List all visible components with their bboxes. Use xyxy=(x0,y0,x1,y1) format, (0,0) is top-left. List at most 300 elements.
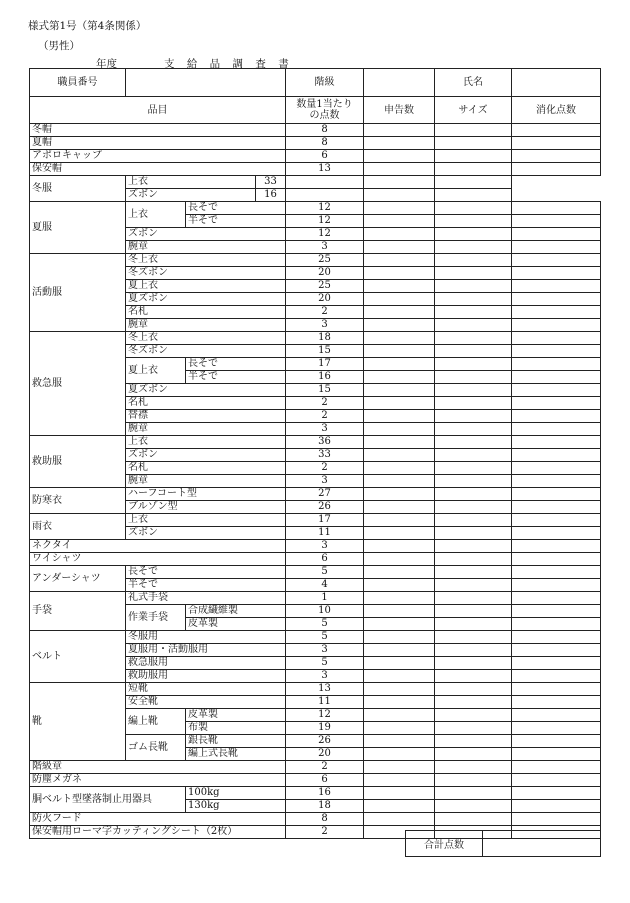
size-field[interactable] xyxy=(435,670,512,683)
declared-count-field[interactable] xyxy=(364,787,435,800)
points-cell: 5 xyxy=(286,657,364,670)
consumed-points-field[interactable] xyxy=(512,475,601,488)
size-field[interactable] xyxy=(435,280,512,293)
declared-count-field[interactable] xyxy=(364,475,435,488)
points-cell: 5 xyxy=(286,618,364,631)
consumed-points-field[interactable] xyxy=(512,618,601,631)
size-field[interactable] xyxy=(435,748,512,761)
size-field[interactable] xyxy=(435,241,512,254)
points-cell: 3 xyxy=(286,670,364,683)
points-cell: 13 xyxy=(286,683,364,696)
total-points-label: 合計点数 xyxy=(406,831,483,857)
declared-count-field[interactable] xyxy=(364,579,435,592)
item-subcategory: 名札 xyxy=(126,462,286,475)
item-subcategory: ズボン xyxy=(126,527,286,540)
item-subcategory: 救急服用 xyxy=(126,657,286,670)
declared-count-field[interactable] xyxy=(364,371,435,384)
size-field[interactable] xyxy=(435,657,512,670)
consumed-points-field[interactable] xyxy=(512,748,601,761)
declared-count-field[interactable] xyxy=(364,150,435,163)
size-field[interactable] xyxy=(435,774,512,787)
consumed-points-field[interactable] xyxy=(512,553,601,566)
item-category: ワイシャツ xyxy=(30,553,286,566)
points-cell: 4 xyxy=(286,579,364,592)
consumed-points-field[interactable] xyxy=(512,137,601,150)
item-subcategory: 腕章 xyxy=(126,319,286,332)
item-detail: 100kg xyxy=(186,787,286,800)
item-category: 夏服 xyxy=(30,202,126,254)
item-subcategory: 夏ズボン xyxy=(126,384,286,397)
size-field[interactable] xyxy=(435,488,512,501)
item-subcategory: 救助服用 xyxy=(126,670,286,683)
header-row-columns xyxy=(30,97,601,124)
consumed-points-field[interactable] xyxy=(512,358,601,371)
size-field[interactable] xyxy=(435,709,512,722)
item-category: アポロキャップ xyxy=(30,150,286,163)
declared-count-field[interactable] xyxy=(364,813,435,826)
points-cell: 10 xyxy=(286,605,364,618)
consumed-points-field[interactable] xyxy=(512,605,601,618)
size-field[interactable] xyxy=(435,800,512,813)
consumed-points-field[interactable] xyxy=(512,371,601,384)
item-detail: 長そで xyxy=(186,202,286,215)
points-cell: 36 xyxy=(286,436,364,449)
size-field[interactable] xyxy=(435,150,512,163)
declared-count-field[interactable] xyxy=(364,384,435,397)
size-field[interactable] xyxy=(435,761,512,774)
size-field[interactable] xyxy=(364,189,435,202)
consumed-points-field[interactable] xyxy=(512,228,601,241)
declared-count-field[interactable] xyxy=(364,410,435,423)
points-cell: 6 xyxy=(286,150,364,163)
item-subcategory: 名札 xyxy=(126,306,286,319)
declared-count-field[interactable] xyxy=(364,358,435,371)
item-subcategory: ブルゾン型 xyxy=(126,501,286,514)
table-row xyxy=(30,566,601,579)
declared-count-field[interactable] xyxy=(364,540,435,553)
table-row xyxy=(30,488,601,501)
consumed-points-field[interactable] xyxy=(512,800,601,813)
size-field[interactable] xyxy=(435,228,512,241)
item-subcategory: ズボン xyxy=(126,228,286,241)
consumed-points-field[interactable] xyxy=(512,540,601,553)
consumed-points-field[interactable] xyxy=(512,267,601,280)
table-row xyxy=(30,540,601,553)
size-field[interactable] xyxy=(435,787,512,800)
item-subcategory: 腕章 xyxy=(126,475,286,488)
year-label: 年度 xyxy=(96,58,117,70)
declared-count-field[interactable] xyxy=(364,137,435,150)
points-cell: 8 xyxy=(286,137,364,150)
points-cell: 12 xyxy=(286,202,364,215)
declared-count-field[interactable] xyxy=(364,670,435,683)
size-field[interactable] xyxy=(435,514,512,527)
item-subcategory: 安全靴 xyxy=(126,696,286,709)
points-cell: 8 xyxy=(286,124,364,137)
points-cell: 16 xyxy=(286,371,364,384)
points-cell: 12 xyxy=(286,709,364,722)
consumed-points-field[interactable] xyxy=(512,150,601,163)
declared-count-field[interactable] xyxy=(364,228,435,241)
consumed-points-field[interactable] xyxy=(512,280,601,293)
table-row xyxy=(30,813,601,826)
consumed-points-field[interactable] xyxy=(512,423,601,436)
size-field[interactable] xyxy=(435,345,512,358)
points-cell: 25 xyxy=(286,280,364,293)
table-row xyxy=(30,553,601,566)
item-subcategory: 冬上衣 xyxy=(126,254,286,267)
points-cell: 33 xyxy=(256,176,286,189)
points-cell: 26 xyxy=(286,501,364,514)
item-category: 防寒衣 xyxy=(30,488,126,514)
table-row xyxy=(30,774,601,787)
size-field[interactable] xyxy=(435,423,512,436)
declared-count-field[interactable] xyxy=(364,345,435,358)
points-cell: 3 xyxy=(286,644,364,657)
size-field[interactable] xyxy=(435,696,512,709)
item-detail: 編上式長靴 xyxy=(186,748,286,761)
declared-count-field[interactable] xyxy=(364,748,435,761)
consumed-points-field[interactable] xyxy=(512,813,601,826)
points-cell: 17 xyxy=(286,358,364,371)
declared-count-field[interactable] xyxy=(364,449,435,462)
item-category: 夏帽 xyxy=(30,137,286,150)
table-row xyxy=(30,787,601,800)
points-cell: 8 xyxy=(286,813,364,826)
consumed-points-field[interactable] xyxy=(512,527,601,540)
size-field[interactable] xyxy=(435,618,512,631)
declared-count-field[interactable] xyxy=(364,423,435,436)
table-row xyxy=(30,761,601,774)
rank-label: 階級 xyxy=(286,69,364,97)
consumed-points-field[interactable] xyxy=(512,787,601,800)
item-category: 防火フード xyxy=(30,813,286,826)
consumed-points-field[interactable] xyxy=(512,761,601,774)
size-field[interactable] xyxy=(435,579,512,592)
declared-count-field[interactable] xyxy=(364,293,435,306)
declared-count-field[interactable] xyxy=(364,644,435,657)
declared-count-field[interactable] xyxy=(364,501,435,514)
item-subcategory: 夏上衣 xyxy=(126,358,186,384)
item-detail: 皮革製 xyxy=(186,709,286,722)
declared-count-field[interactable] xyxy=(364,306,435,319)
item-category: 救急服 xyxy=(30,332,126,436)
size-field[interactable] xyxy=(435,124,512,137)
size-field[interactable] xyxy=(435,306,512,319)
points-header-line1: 数量1当たり xyxy=(296,99,353,110)
size-field[interactable] xyxy=(435,254,512,267)
consumed-points-field[interactable] xyxy=(512,592,601,605)
size-field[interactable] xyxy=(435,397,512,410)
table-row xyxy=(30,137,601,150)
item-subcategory: ズボン xyxy=(126,449,286,462)
item-subcategory: ゴム長靴 xyxy=(126,735,186,761)
item-subcategory: 替襟 xyxy=(126,410,286,423)
item-subcategory: 冬ズボン xyxy=(126,345,286,358)
item-subcategory: ズボン xyxy=(126,189,256,202)
size-field[interactable] xyxy=(435,267,512,280)
consumed-points-field[interactable] xyxy=(512,462,601,475)
points-cell: 15 xyxy=(286,345,364,358)
item-detail: 130kg xyxy=(186,800,286,813)
item-column-header: 品目 xyxy=(30,97,286,124)
staff-number-field[interactable] xyxy=(126,69,286,97)
declared-count-field[interactable] xyxy=(364,488,435,501)
declared-count-field[interactable] xyxy=(364,553,435,566)
name-label: 氏名 xyxy=(435,69,512,97)
declared-count-field[interactable] xyxy=(364,241,435,254)
declared-column-header: 申告数 xyxy=(364,97,435,124)
size-field[interactable] xyxy=(435,293,512,306)
points-cell: 5 xyxy=(286,631,364,644)
declared-count-field[interactable] xyxy=(364,566,435,579)
consumed-points-field[interactable] xyxy=(512,709,601,722)
consumed-points-field[interactable] xyxy=(512,254,601,267)
declared-count-field[interactable] xyxy=(364,709,435,722)
size-field[interactable] xyxy=(435,592,512,605)
size-field[interactable] xyxy=(435,501,512,514)
item-category: 胴ベルト型墜落制止用器具 xyxy=(30,787,186,813)
declared-count-field[interactable] xyxy=(364,722,435,735)
size-field[interactable] xyxy=(435,215,512,228)
declared-count-field[interactable] xyxy=(364,332,435,345)
size-field[interactable] xyxy=(435,163,512,176)
item-category: 活動服 xyxy=(30,254,126,332)
points-cell: 12 xyxy=(286,228,364,241)
item-subcategory: 夏上衣 xyxy=(126,280,286,293)
size-field[interactable] xyxy=(435,722,512,735)
points-cell: 11 xyxy=(286,527,364,540)
points-cell: 2 xyxy=(286,410,364,423)
consumed-points-field[interactable] xyxy=(512,774,601,787)
name-field[interactable] xyxy=(512,69,601,97)
size-field[interactable] xyxy=(435,605,512,618)
size-field[interactable] xyxy=(435,566,512,579)
item-detail: 長そで xyxy=(186,358,286,371)
consumed-points-field[interactable] xyxy=(512,410,601,423)
points-cell: 6 xyxy=(286,553,364,566)
staff-number-label: 職員番号 xyxy=(30,69,126,97)
size-column-header: サイズ xyxy=(435,97,512,124)
size-field[interactable] xyxy=(435,358,512,371)
points-cell: 12 xyxy=(286,215,364,228)
consumed-points-field[interactable] xyxy=(512,501,601,514)
item-category: 手袋 xyxy=(30,592,126,631)
declared-count-field[interactable] xyxy=(364,267,435,280)
consumed-points-field[interactable] xyxy=(512,488,601,501)
consumed-points-field[interactable] xyxy=(512,384,601,397)
consumed-points-field[interactable] xyxy=(512,319,601,332)
gender-label: （男性） xyxy=(38,40,80,52)
declared-count-field[interactable] xyxy=(364,774,435,787)
item-subcategory: 上衣 xyxy=(126,436,286,449)
consumed-points-field[interactable] xyxy=(512,722,601,735)
size-field[interactable] xyxy=(435,332,512,345)
size-field[interactable] xyxy=(435,371,512,384)
item-category: 階級章 xyxy=(30,761,286,774)
size-field[interactable] xyxy=(435,475,512,488)
points-cell: 33 xyxy=(286,449,364,462)
points-cell: 17 xyxy=(286,514,364,527)
table-row xyxy=(30,202,601,215)
declared-count-field[interactable] xyxy=(364,683,435,696)
consumed-points-field[interactable] xyxy=(512,735,601,748)
table-row xyxy=(30,254,601,267)
table-row xyxy=(30,332,601,345)
declared-count-field[interactable] xyxy=(364,696,435,709)
item-subcategory: 冬ズボン xyxy=(126,267,286,280)
item-category: ベルト xyxy=(30,631,126,683)
consumed-points-field[interactable] xyxy=(512,631,601,644)
consumed-points-field[interactable] xyxy=(512,241,601,254)
consumed-points-field[interactable] xyxy=(512,345,601,358)
size-field[interactable] xyxy=(435,683,512,696)
table-row xyxy=(30,150,601,163)
points-cell: 2 xyxy=(286,306,364,319)
declared-count-field[interactable] xyxy=(364,631,435,644)
points-cell: 15 xyxy=(286,384,364,397)
declared-count-field[interactable] xyxy=(364,202,435,215)
size-field[interactable] xyxy=(435,137,512,150)
points-cell: 27 xyxy=(286,488,364,501)
declared-count-field[interactable] xyxy=(364,735,435,748)
declared-count-field[interactable] xyxy=(286,176,364,189)
total-points-field[interactable] xyxy=(483,831,601,857)
table-row xyxy=(30,176,601,189)
size-field[interactable] xyxy=(435,631,512,644)
size-field[interactable] xyxy=(435,319,512,332)
size-field[interactable] xyxy=(435,644,512,657)
consumed-points-field[interactable] xyxy=(512,202,601,215)
declared-count-field[interactable] xyxy=(364,761,435,774)
consumed-points-field[interactable] xyxy=(512,397,601,410)
points-header-line2: の点数 xyxy=(309,110,340,121)
size-field[interactable] xyxy=(435,540,512,553)
size-field[interactable] xyxy=(435,553,512,566)
declared-count-field[interactable] xyxy=(364,254,435,267)
item-category: 冬帽 xyxy=(30,124,286,137)
total-points-table xyxy=(405,830,601,857)
consumed-points-field[interactable] xyxy=(512,657,601,670)
declared-count-field[interactable] xyxy=(364,163,435,176)
consumed-points-field[interactable] xyxy=(512,124,601,137)
points-cell: 11 xyxy=(286,696,364,709)
table-row xyxy=(30,514,601,527)
consumed-points-field[interactable] xyxy=(512,449,601,462)
size-field[interactable] xyxy=(435,449,512,462)
item-subcategory: 名札 xyxy=(126,397,286,410)
declared-count-field[interactable] xyxy=(364,592,435,605)
consumed-points-field[interactable] xyxy=(512,579,601,592)
table-row xyxy=(30,436,601,449)
consumed-points-field[interactable] xyxy=(512,696,601,709)
size-field[interactable] xyxy=(435,384,512,397)
size-field[interactable] xyxy=(435,462,512,475)
points-cell: 20 xyxy=(286,293,364,306)
points-cell: 26 xyxy=(286,735,364,748)
item-category: 救助服 xyxy=(30,436,126,488)
declared-count-field[interactable] xyxy=(286,189,364,202)
size-field[interactable] xyxy=(435,735,512,748)
consumed-points-field[interactable] xyxy=(435,189,512,202)
declared-count-field[interactable] xyxy=(364,215,435,228)
consumed-points-field[interactable] xyxy=(435,176,512,189)
item-subcategory: 礼式手袋 xyxy=(126,592,286,605)
rank-field[interactable] xyxy=(364,69,435,97)
declared-count-field[interactable] xyxy=(364,397,435,410)
points-cell: 5 xyxy=(286,566,364,579)
table-row xyxy=(30,163,601,176)
item-subcategory: 半そで xyxy=(126,579,286,592)
declared-count-field[interactable] xyxy=(364,124,435,137)
consumed-points-field[interactable] xyxy=(512,293,601,306)
size-field[interactable] xyxy=(364,176,435,189)
declared-count-field[interactable] xyxy=(364,319,435,332)
declared-count-field[interactable] xyxy=(364,436,435,449)
item-subcategory: 腕章 xyxy=(126,241,286,254)
points-cell: 19 xyxy=(286,722,364,735)
consumed-points-field[interactable] xyxy=(512,436,601,449)
declared-count-field[interactable] xyxy=(364,605,435,618)
consumed-points-field[interactable] xyxy=(512,670,601,683)
document-title: 支 給 品 調 査 書 xyxy=(164,58,294,70)
consumed-points-field[interactable] xyxy=(512,566,601,579)
declared-count-field[interactable] xyxy=(364,514,435,527)
declared-count-field[interactable] xyxy=(364,657,435,670)
points-cell: 2 xyxy=(286,826,364,839)
declared-count-field[interactable] xyxy=(364,618,435,631)
item-subcategory: 上衣 xyxy=(126,176,256,189)
points-cell: 13 xyxy=(286,163,364,176)
declared-count-field[interactable] xyxy=(364,527,435,540)
consumed-points-field[interactable] xyxy=(512,332,601,345)
declared-count-field[interactable] xyxy=(364,280,435,293)
item-category: 防塵メガネ xyxy=(30,774,286,787)
declared-count-field[interactable] xyxy=(364,800,435,813)
size-field[interactable] xyxy=(435,436,512,449)
item-detail: 銀長靴 xyxy=(186,735,286,748)
points-cell: 2 xyxy=(286,761,364,774)
item-subcategory: 短靴 xyxy=(126,683,286,696)
consumed-points-field[interactable] xyxy=(512,644,601,657)
item-detail: 布製 xyxy=(186,722,286,735)
item-subcategory: 作業手袋 xyxy=(126,605,186,631)
item-subcategory: 上衣 xyxy=(126,202,186,228)
consumed-points-field[interactable] xyxy=(512,163,601,176)
item-category: ネクタイ xyxy=(30,540,286,553)
item-detail: 半そで xyxy=(186,215,286,228)
size-field[interactable] xyxy=(435,813,512,826)
size-field[interactable] xyxy=(435,527,512,540)
declared-count-field[interactable] xyxy=(364,462,435,475)
consumed-points-field[interactable] xyxy=(512,215,601,228)
item-category: 保安帽 xyxy=(30,163,286,176)
consumed-points-field[interactable] xyxy=(512,514,601,527)
item-subcategory: 夏ズボン xyxy=(126,293,286,306)
table-row xyxy=(30,683,601,696)
table-row xyxy=(30,124,601,137)
item-subcategory: 腕章 xyxy=(126,423,286,436)
item-subcategory: 編上靴 xyxy=(126,709,186,735)
points-cell: 18 xyxy=(286,800,364,813)
consumed-points-field[interactable] xyxy=(512,306,601,319)
consumed-points-field[interactable] xyxy=(512,683,601,696)
points-cell: 1 xyxy=(286,592,364,605)
size-field[interactable] xyxy=(435,202,512,215)
size-field[interactable] xyxy=(435,410,512,423)
item-category: 冬服 xyxy=(30,176,126,202)
item-detail: 半そで xyxy=(186,371,286,384)
